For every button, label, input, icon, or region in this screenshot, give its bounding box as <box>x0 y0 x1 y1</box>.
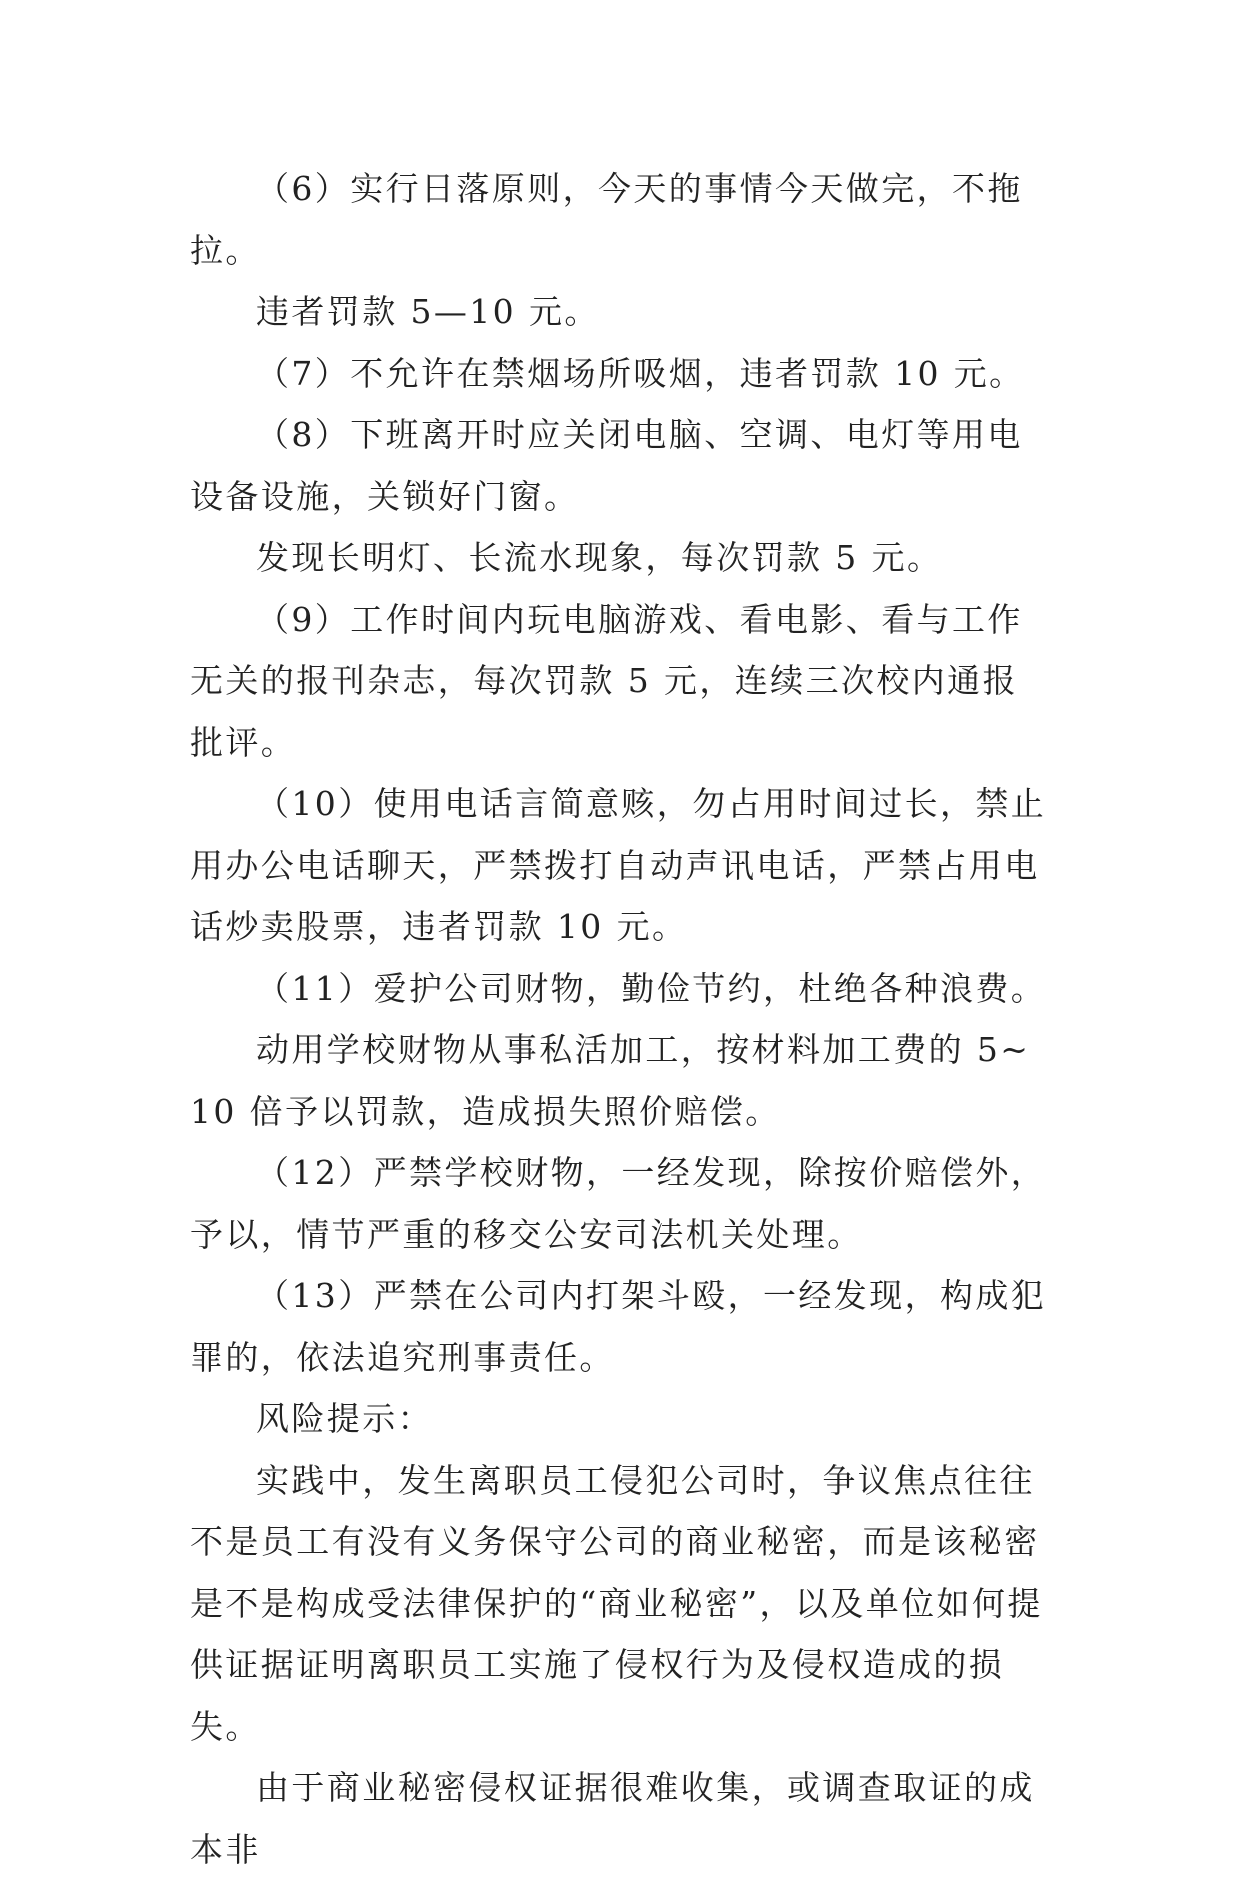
paragraph-rule-7: （7）不允许在禁烟场所吸烟，违者罚款 10 元。 <box>256 353 1025 393</box>
document-body <box>190 158 1050 1880</box>
paragraph-rule-11: （11）爱护公司财物，勤俭节约，杜绝各种浪费。 <box>256 968 1047 1008</box>
paragraph-rule-6: （6）实行日落原则，今天的事情今天做完，不拖拉。 <box>190 169 1023 270</box>
paragraph-rule-10: （10）使用电话言简意赅，勿占用时间过长，禁止用办公电话聊天，严禁拨打自动声讯电话，严禁占用电话炒卖股票，违者罚款 10 元。 <box>190 784 1047 946</box>
paragraph-rule-12: （12）严禁学校财物，一经发现，除按价赔偿外，予以，情节严重的移交公安司法机关处理。 <box>190 1153 1047 1254</box>
paragraph-rule-9: （9）工作时间内玩电脑游戏、看电影、看与工作无关的报刊杂志，每次罚款 5 元，连续三次校内通报批评。 <box>190 599 1023 762</box>
paragraph-rule-8-penalty: 发现长明灯、长流水现象，每次罚款 5 元。 <box>256 538 943 577</box>
paragraph-risk-practice: 实践中，发生离职员工侵犯公司时，争议焦点往往不是员工有没有义务保守公司的商业秘密，而是该秘密是不是构成受法律保护的“商业秘密”，以及单位如何提供证据证明离职员工实施了侵权行为及侵权造成的损失。 <box>190 1460 1043 1746</box>
paragraph-risk-evidence: 由于商业秘密侵权证据很难收集，或调查取证的成本非 <box>190 1768 1035 1869</box>
paragraph-rule-11-penalty: 动用学校财物从事私活加工，按材料加工费的 5~10 倍予以罚款，造成损失照价赔偿。 <box>190 1030 1031 1131</box>
paragraph-rule-13: （13）严禁在公司内打架斗殴，一经发现，构成犯罪的，依法追究刑事责任。 <box>190 1276 1047 1377</box>
paragraph-rule-6-penalty: 违者罚款 5—10 元。 <box>256 292 600 331</box>
paragraph-rule-8: （8）下班离开时应关闭电脑、空调、电灯等用电设备设施，关锁好门窗。 <box>190 415 1023 516</box>
paragraph-risk-heading: 风险提示： <box>256 1399 433 1438</box>
